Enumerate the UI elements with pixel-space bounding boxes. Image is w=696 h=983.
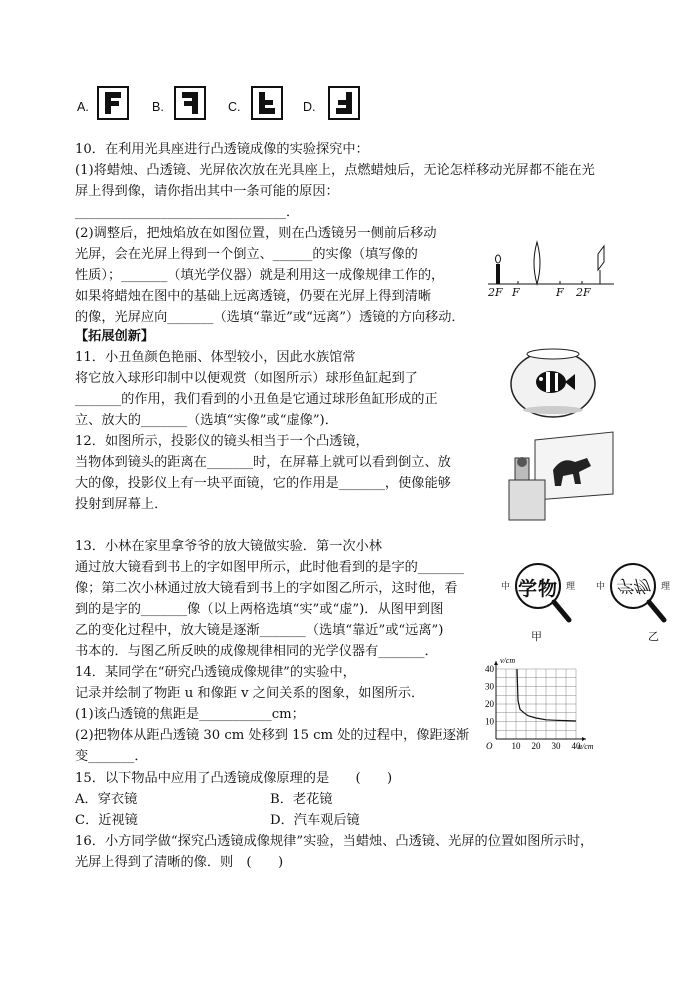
section-heading: 【拓展创新】 [75,329,155,344]
option-d-box [328,86,360,120]
q10-line-4: ________________________________． [75,205,300,220]
q10-line-7: 性质）；_______（填光学仪器）就是利用这一成像规律工作的， [75,268,445,283]
option-c-label: C. [228,100,241,114]
q10-line-8: 如果将蜡烛在图中的基础上远离透镜，仍要在光屏上得到清晰 [75,289,432,304]
convex-lens-icon [534,242,540,284]
projector-photo [507,428,617,528]
y-tick-label: 40 [485,664,494,674]
magnifier-figure-jia [501,560,591,644]
q14-line-1: 14．某同学在“研究凸透镜成像规律”的实验中， [75,665,356,680]
projector-lens-icon [517,457,527,467]
q15-option-a: A．穿衣镜 [75,792,138,807]
q10-line-2: (1)将蜡烛、凸透镜、光屏依次放在光具座上，点燃蜡烛后，无论怎样移动光屏都不能在光 [75,163,595,178]
bench-label-f-right: F [556,286,564,299]
q12-line-2: 当物体到镜头的距离在_______时，在屏幕上就可以看到倒立、放 [75,455,451,470]
q13-line-6: 书本的．与图乙所反映的成像规律相同的光学仪器有_______． [75,644,438,659]
q14-line-2: 记录并绘制了物距 u 和像距 v 之间关系的图象，如图所示． [75,686,425,701]
y-tick-label: 20 [485,699,494,709]
fig-jia-right-char: 理 [566,582,576,592]
light-screen-icon [598,246,604,270]
option-a-label: A. [77,100,89,114]
q11-line-1: 11．小丑鱼颜色艳丽、体型较小，因此水族馆常 [75,350,356,365]
q10-line-5: (2)调整后，把烛焰放在如图位置，则在凸透镜另一侧前后移动 [75,226,437,241]
fig-jia-left-char: 中 [501,582,511,592]
fig-jia-caption: 甲 [531,630,542,643]
fig-yi-center-chars: 学物 [615,575,649,595]
option-c-box [251,86,283,120]
x-tick-label: 10 [511,741,521,751]
y-tick-label: 30 [485,681,494,692]
q13-line-4: 到的是字的_______像（以上两格选填“实”或“虚”)．从图甲到图 [75,602,444,617]
x-tick-label: 30 [551,741,561,751]
fig-jia-center-chars: 学物 [518,578,559,600]
optical-bench-figure [488,238,614,300]
fig-yi-left-char: 中 [596,582,606,592]
glyph-f-flipped-icon [253,88,281,118]
bench-label-f-left: F [512,286,520,299]
option-b-label: B. [152,100,164,114]
q10-line-6: 光屏，会在光屏上得到一个倒立、______的实像（填写像的 [75,247,418,262]
q13-line-1: 13．小林在家里拿爷爷的放大镜做实验．第一次小林 [75,539,382,554]
q16-line-1: 16．小方同学做“探究凸透镜成像规律”实验，当蜡烛、凸透镜、光屏的位置如图所示时， [75,834,594,849]
x-axis-arrow [582,737,586,741]
q14-line-5: 变_______． [75,749,148,764]
q15-option-d: D．汽车观后镜 [270,813,360,828]
q12-line-4: 投射到屏幕上． [75,497,168,512]
q13-line-5: 乙的变化过程中，放大镜是逐渐_______（选填“靠近”或“远离”) [75,623,444,638]
bench-label-2f-right: 2F [576,286,591,299]
uv-chart [480,653,600,753]
q13-line-2: 通过放大镜看到书上的字如图甲所示，此时他看到的是字的_______ [75,560,465,575]
bench-label-2f-left: 2F [488,286,503,299]
q12-line-3: 大的像，投影仪上有一块平面镜，它的作用是_______，使像能够 [75,476,451,491]
q14-line-4: (2)把物体从距凸透镜 30 cm 处移到 15 cm 处的过程中，像距逐渐 [75,728,470,743]
q14-line-3: (1)该凸透镜的焦距是___________cm； [75,707,305,722]
q11-line-2: 将它放入球形印制中以便观赏（如图所示）球形鱼缸起到了 [75,371,418,386]
q13-line-3: 像；第二次小林通过放大镜看到书上的字如图乙所示，这时他，看 [75,581,458,596]
x-tick-label: 40 [571,741,581,751]
q10-line-3: 屏上得到像，请你指出其中一条可能的原因： [75,184,339,199]
option-d-label: D. [303,100,316,114]
glyph-f-rotated-icon [330,88,358,118]
y-axis-arrow [494,661,498,665]
origin-label: O [486,741,493,751]
q15-option-b: B．老花镜 [270,792,333,807]
q10-line-9: 的像，光屏应向_______（选填“靠近”或“远离”）透镜的方向移动． [75,310,465,325]
q10-line-1: 10．在利用光具座进行凸透镜成像的实验探究中： [75,142,369,157]
x-axis-label: u/cm [578,742,594,751]
q12-line-1: 12．如图所示，投影仪的镜头相当于一个凸透镜， [75,434,369,449]
q11-line-4: 立、放大的_______（选填“实像”或“虚像”)． [75,413,338,428]
q16-line-2: 光屏上得到了清晰的像．则 ( ) [75,855,284,870]
glyph-f-mirrored-icon [176,88,204,118]
q11-line-3: _______的作用，我们看到的小丑鱼是它通过球形鱼缸形成的正 [75,392,438,407]
glyph-f-icon [99,88,127,118]
q15-option-c: C．近视镜 [75,813,138,828]
fishbowl-photo [508,340,598,420]
option-b-box [174,86,206,120]
fig-yi-caption: 乙 [648,630,659,643]
y-tick-label: 10 [485,716,494,727]
fig-yi-right-char: 理 [661,582,671,592]
candle-icon [496,255,501,284]
magnifier-figure-yi [596,560,686,644]
x-tick-label: 20 [531,741,541,751]
option-a-box [97,86,129,120]
y-axis-label: v/cm [500,656,516,665]
q15-stem: 15．以下物品中应用了凸透镜成像原理的是 ( ) [75,771,393,786]
